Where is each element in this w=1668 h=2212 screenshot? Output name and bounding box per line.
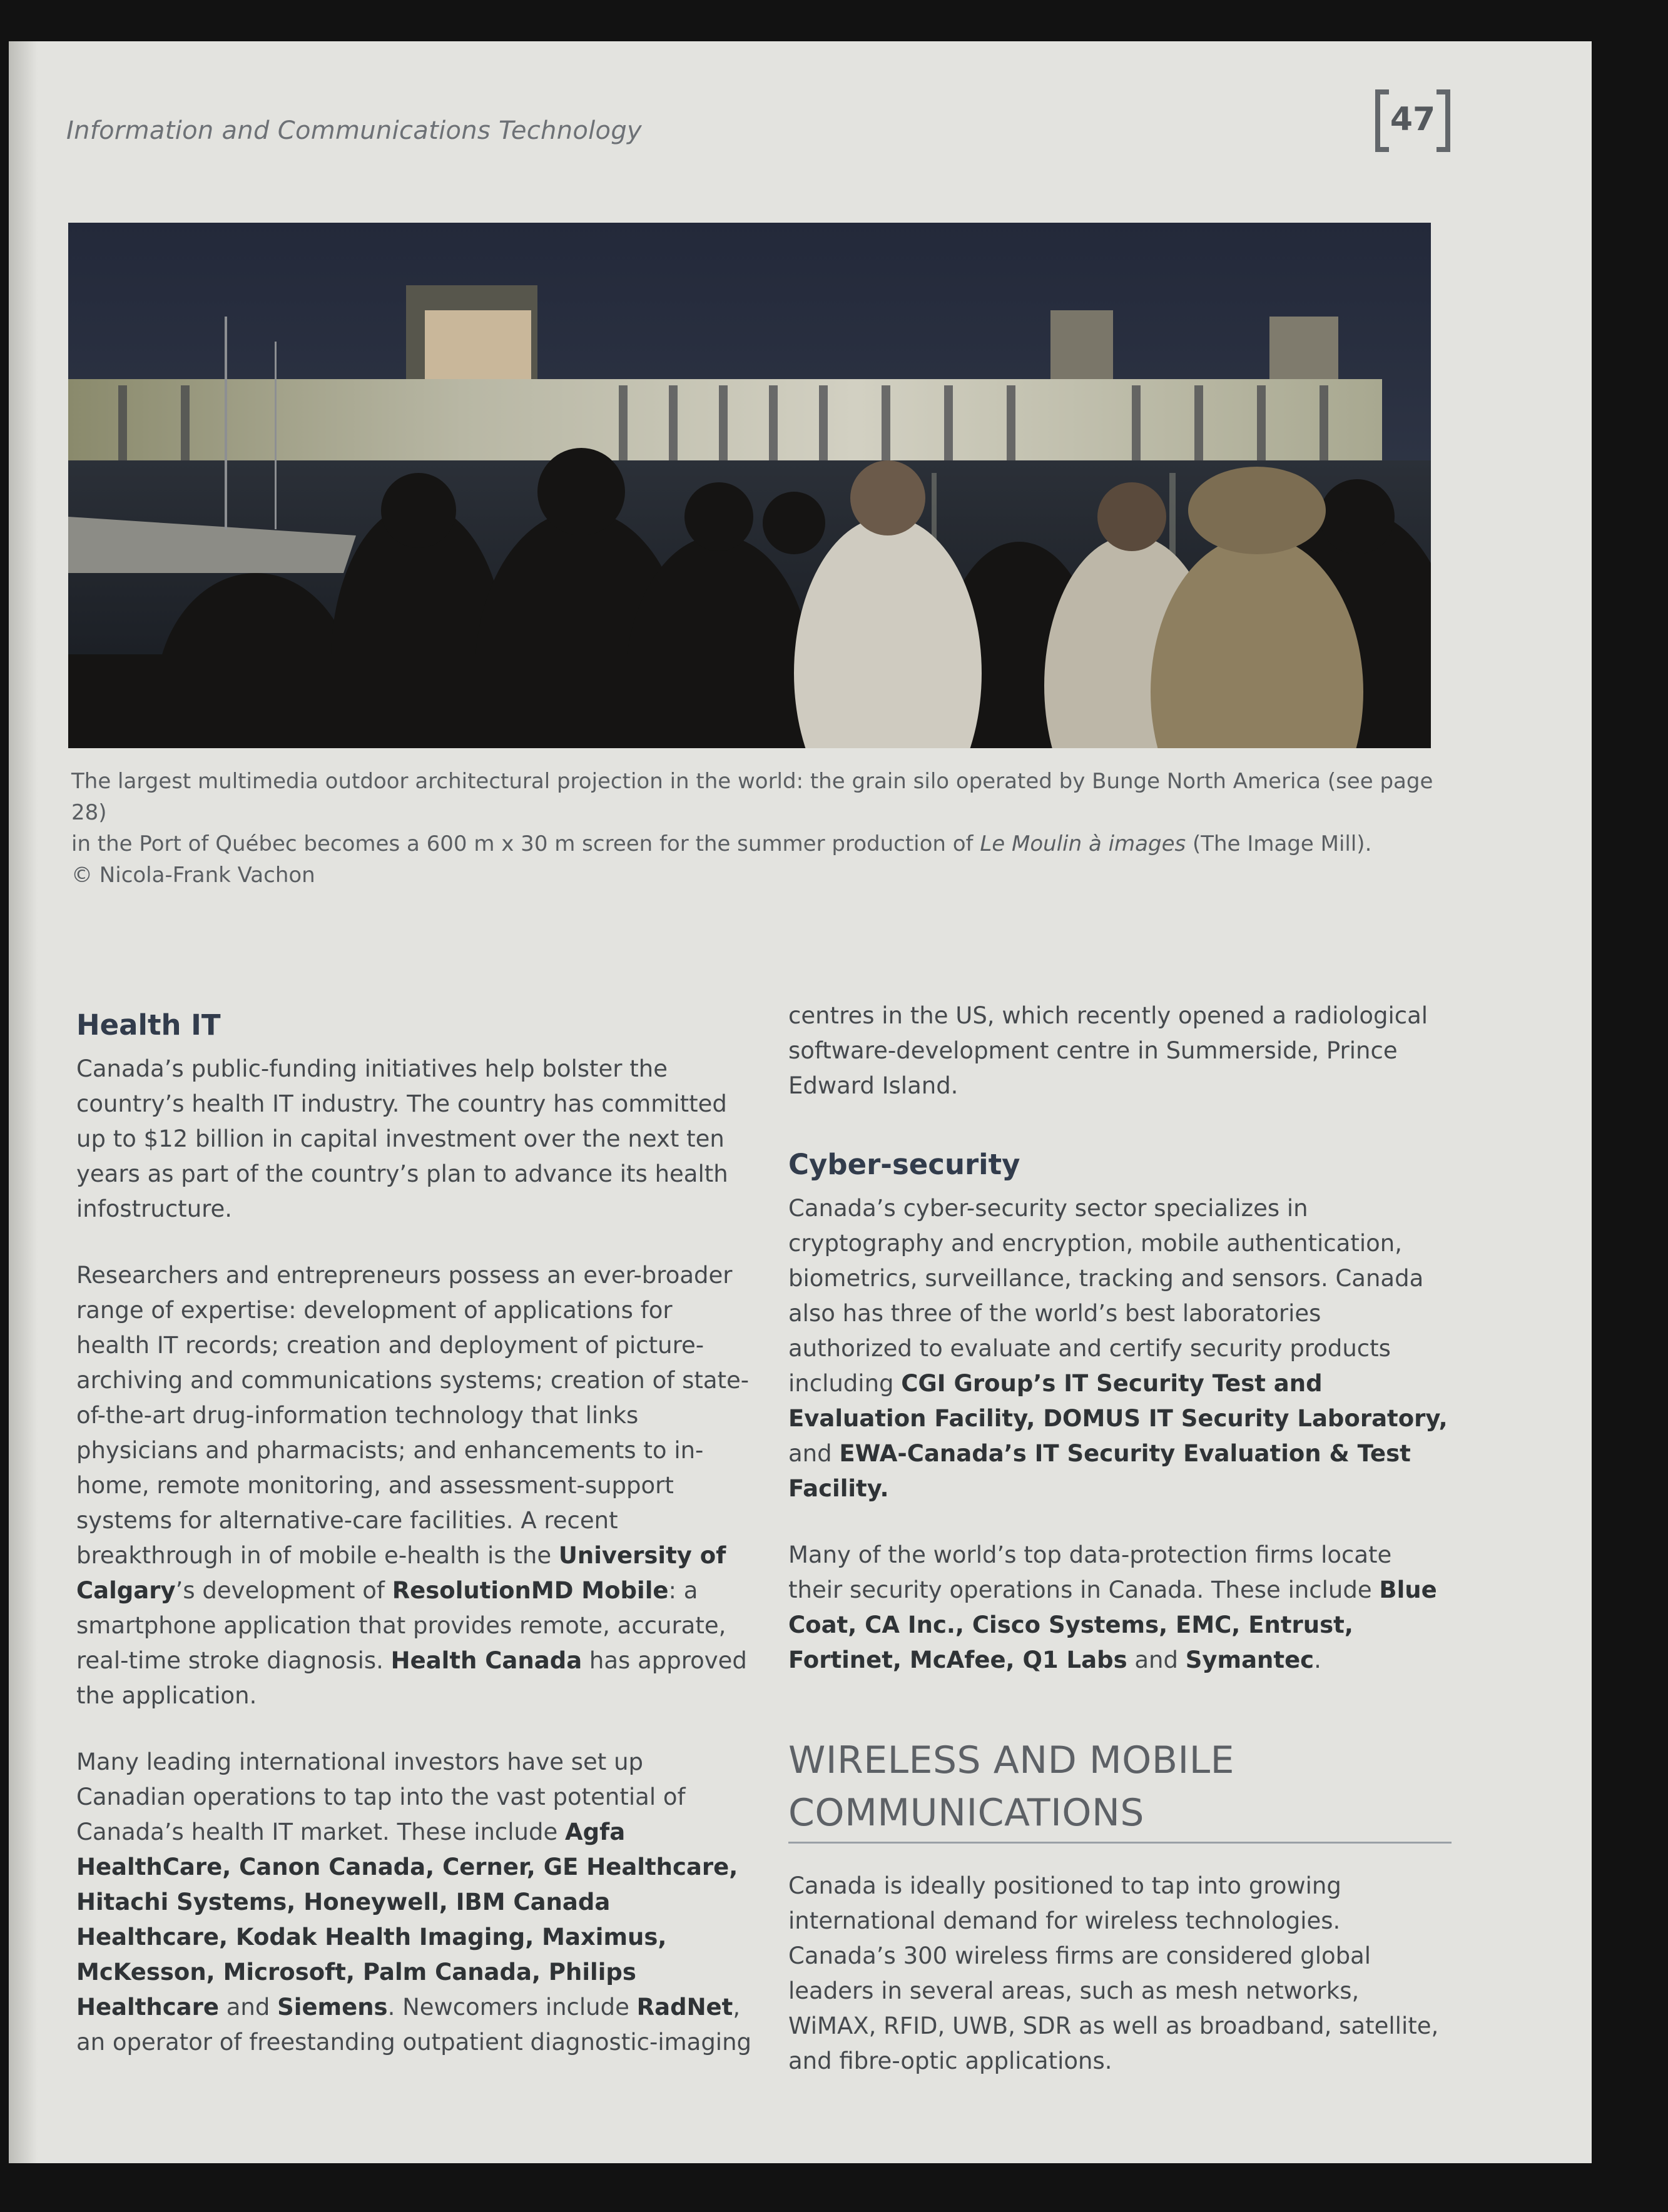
cyber-paragraph-2 xyxy=(788,1538,1452,1678)
photo-credit: © Nicola-Frank Vachon xyxy=(71,863,315,888)
health-it-paragraph-3 xyxy=(76,1745,752,2060)
page-number-badge xyxy=(1375,89,1450,156)
text: : a smartphone application that provides remote, accurate, real-time stroke diagnosis. xyxy=(76,1577,726,1674)
text: . xyxy=(1314,1646,1321,1673)
company-name: RadNet xyxy=(636,1994,733,2021)
photo-caption xyxy=(71,766,1448,891)
text: and xyxy=(788,1440,840,1467)
company-list: Blue Coat, CA Inc., Cisco Systems, EMC, Entrust, Fortinet, McAfee, Q1 Labs xyxy=(788,1576,1437,1673)
text: Researchers and entrepreneurs possess an ever-broader range of expertise: development of applications for health IT records; creation and deployment of picture-archiving and communications systems; creation of state-of-the-art drug-information technology that links physicians and pharmacists; and enhancements to in-home, remote monitoring, and assessment-support systems for alternative-care facilities. A recent breakthrough in of mobile e-health is the xyxy=(76,1262,750,1569)
lab-name: EWA-Canada’s IT Security Evaluation & Test Facility. xyxy=(788,1440,1411,1502)
heading-line: COMMUNICATIONS xyxy=(788,1791,1144,1835)
health-it-heading: Health IT xyxy=(76,1008,221,1042)
cyber-security-heading: Cyber-security xyxy=(788,1148,1020,1181)
lab-names: CGI Group’s IT Security Test and Evaluation Facility, DOMUS IT Security Laboratory, xyxy=(788,1370,1448,1432)
caption-text: (The Image Mill). xyxy=(1186,831,1372,856)
text: Canada’s cyber-security sector specializes in cryptography and encryption, mobile authentication, biometrics, surveillance, tracking and sensors. Canada also has three of the world’s best laboratories authorized to evaluate and certify security products including xyxy=(788,1195,1424,1397)
running-title: Information and Communications Technology xyxy=(66,116,642,145)
page-spine-shadow xyxy=(9,41,38,2163)
text: Many of the world’s top data-protection firms locate their security operations in Canada. These include xyxy=(788,1541,1392,1603)
photo-illustration xyxy=(68,223,1431,748)
caption-title-italic: Le Moulin à images xyxy=(980,831,1186,856)
bracket-right-icon xyxy=(1437,89,1450,152)
product-name: ResolutionMD Mobile xyxy=(392,1577,669,1604)
health-it-paragraph-2 xyxy=(76,1258,752,1713)
magazine-page xyxy=(9,41,1592,2163)
caption-line-2 xyxy=(71,828,1448,860)
left-column xyxy=(76,1008,752,2091)
section-divider xyxy=(788,1842,1452,1844)
wireless-paragraph-1: Canada is ideally positioned to tap into growing international demand for wireless technologies. Canada’s 300 wireless firms are considered global leaders in several areas, such as mesh networks, WiMAX, RFID, UWB, SDR as well as broadband, satellite, and fibre-optic applications. xyxy=(788,1872,1439,2074)
health-it-paragraph-3-continued: centres in the US, which recently opened a radiological software-development centre in Summerside, Prince Edward Island. xyxy=(788,1002,1428,1099)
photo-night-projection-silo xyxy=(68,223,1431,748)
text: ’s development of xyxy=(175,1577,392,1604)
text: has approved the application. xyxy=(76,1647,747,1709)
health-it-paragraph-1: Canada’s public-funding initiatives help bolster the country’s health IT industry. The country has committed up to $12 billion in capital investment over the next ten years as part of the country’s plan to advance its health infostructure. xyxy=(76,1055,728,1222)
caption-text: in the Port of Québec becomes a 600 m x 30 m screen for the summer production of xyxy=(71,831,980,856)
text: . Newcomers include xyxy=(387,1994,637,2021)
heading-line: WIRELESS AND MOBILE xyxy=(788,1738,1235,1782)
company-name: Siemens xyxy=(277,1994,388,2021)
text: Many leading international investors have set up Canadian operations to tap into the vast potential of Canada’s health IT market. These include xyxy=(76,1748,686,1845)
right-column xyxy=(788,998,1452,2110)
cyber-paragraph-1 xyxy=(788,1191,1452,1506)
text: , an operator of freestanding outpatient diagnostic-imaging xyxy=(76,1994,752,2056)
caption-line-1: The largest multimedia outdoor architectural projection in the world: the grain silo operated by Bunge North America (see page 28) xyxy=(71,769,1433,825)
company-list: Agfa HealthCare, Canon Canada, Cerner, GE Healthcare, Hitachi Systems, Honeywell, IBM Canada Healthcare, Kodak Health Imaging, Maximus, McKesson, Microsoft, Palm Canada, Philips Healthcare xyxy=(76,1819,738,2021)
company-name: Symantec xyxy=(1185,1646,1315,1673)
wireless-section-heading xyxy=(788,1734,1452,1839)
page-number: 47 xyxy=(1390,101,1436,138)
org-name: Health Canada xyxy=(390,1647,582,1674)
text: and xyxy=(218,1994,278,2021)
org-name: University of Calgary xyxy=(76,1542,726,1604)
text: and xyxy=(1127,1646,1186,1673)
